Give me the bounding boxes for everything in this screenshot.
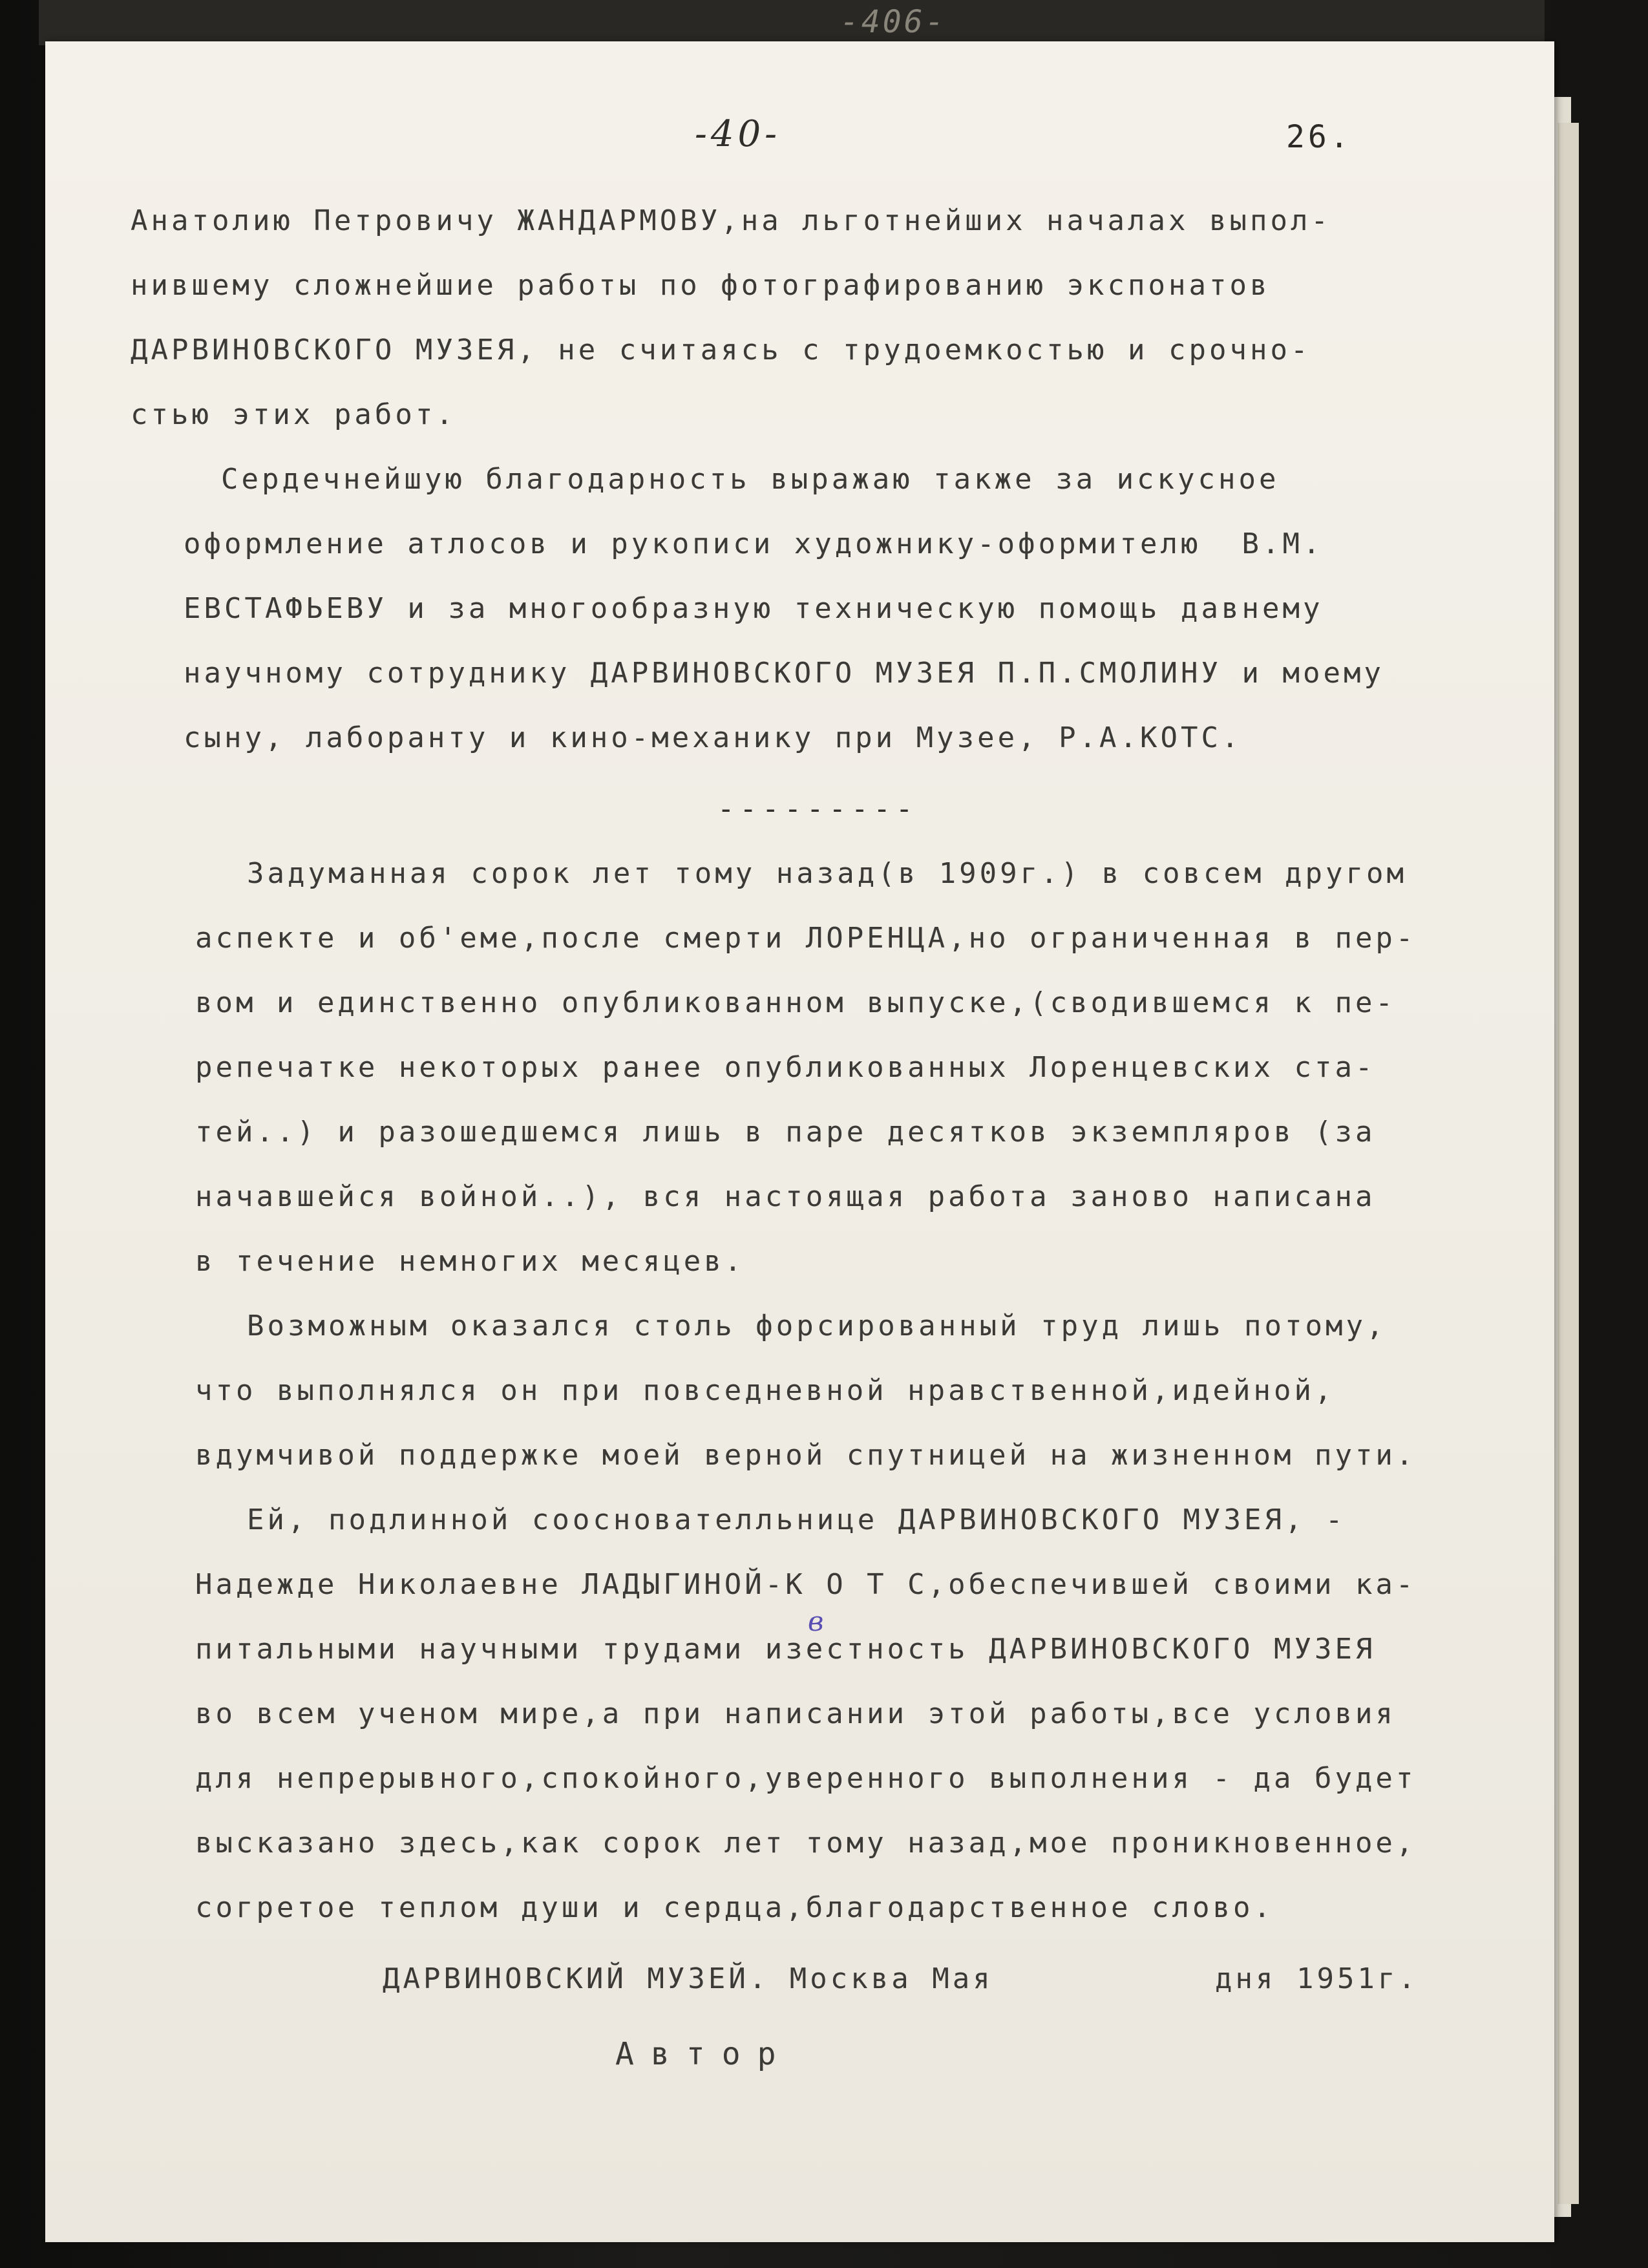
text-line-20: вдумчивой поддержке моей верной спутницей на жизненном пути. [195,1439,1417,1472]
text-line-22: Надежде Николаевне ЛАДЫГИНОЙ-К О Т С,обеспечившей своими ка- [195,1568,1417,1601]
text-line-23: питальными научными трудами изестность ДАРВИНОВСКОГО МУЗЕЯ [195,1633,1376,1666]
text-line-17: в течение немногих месяцев. [195,1245,745,1278]
underlying-page-edge-2 [1558,123,1579,2204]
text-line-24: во всем ученом мире,а при написании этой работы,все условия [195,1697,1396,1730]
text-line-26: высказано здесь,как сорок лет тому назад,мое проникновенное, [195,1827,1417,1860]
text-line-13: вом и единственно опубликованном выпуске,(сводившемся к пе- [195,986,1396,1019]
closing-place: ДАРВИНОВСКИЙ МУЗЕЙ. Москва Мая [383,1962,993,1995]
text-line-21: Ей, подлинной сооснователльнице ДАРВИНОВСКОГО МУЗЕЯ, - [247,1503,1346,1536]
closing-date: дня 1951г. [1215,1962,1419,1995]
text-line-7: ЕВСТАФЬЕВУ и за многообразную техническую помощь давнему [184,592,1324,625]
text-line-6: оформление атлосов и рукописи художнику-оформителю В.М. [184,527,1324,560]
text-line-1: Анатолию Петровичу ЖАНДАРМОВУ,на льготнейших началах выпол- [131,204,1331,237]
text-line-14: репечатке некоторых ранее опубликованных Лоренцевских ста- [195,1051,1376,1084]
signature-author: Автор [615,2036,793,2072]
text-line-8: научному сотруднику ДАРВИНОВСКОГО МУЗЕЯ П.П.СМОЛИНУ и моему [184,657,1384,690]
handwritten-page-number: -40- [695,113,781,155]
ink-correction-mark: в [808,1606,824,1637]
typed-page-number: 26. [1286,119,1352,155]
text-line-19: что выполнялся он при повседневной нравственной,идейной, [195,1374,1335,1407]
text-line-5: Сердечнейшую благодарность выражаю также за искусное [221,463,1280,496]
text-line-12: аспекте и об'еме,после смерти ЛОРЕНЦА,но ограниченная в пер- [195,922,1417,955]
text-line-2: нившему сложнейшие работы по фотографированию экспонатов [131,269,1271,302]
text-line-27: согретое теплом души и сердца,благодарственное слово. [195,1891,1274,1924]
text-line-9: сыну, лаборанту и кино-механику при Музее, Р.А.КОТС. [184,721,1242,754]
text-line-11: Задуманная сорок лет тому назад(в 1909г.) в совсем другом [247,857,1407,890]
scan-top-strip [39,0,1545,45]
text-line-15: тей..) и разошедшемся лишь в паре десятков экземпляров (за [195,1116,1376,1149]
text-line-25: для непрерывного,спокойного,уверенного выполнения - да будет [195,1762,1417,1795]
section-separator: --------- [717,792,918,825]
text-line-4: стью этих работ. [131,398,456,431]
text-line-18: Возможным оказался столь форсированный труд лишь потому, [247,1309,1387,1342]
document-page [45,41,1554,2242]
text-line-16: начавшейся войной..), вся настоящая работа заново написана [195,1180,1376,1213]
text-line-3: ДАРВИНОВСКОГО МУЗЕЯ, не считаясь с трудоемкостью и срочно- [131,334,1311,366]
top-folio-annotation: -406- [840,4,947,40]
